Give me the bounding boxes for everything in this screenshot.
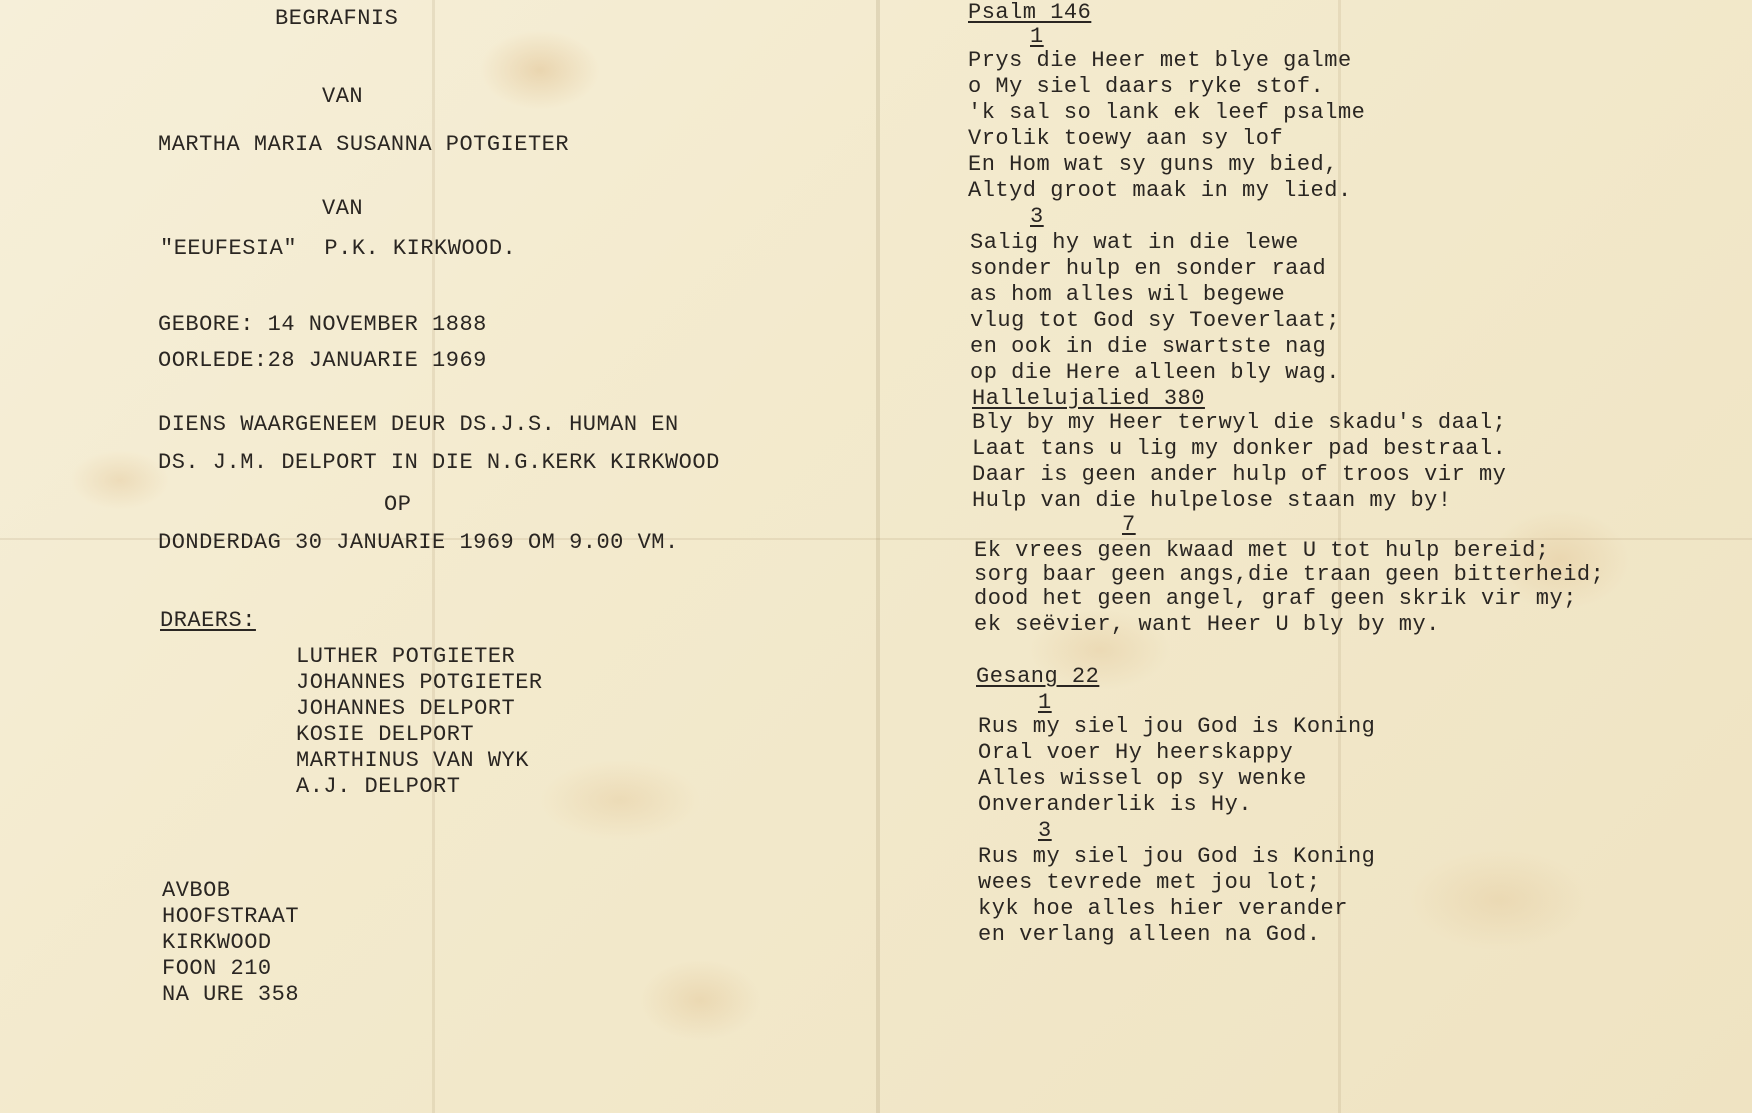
hymn-line: Vrolik toewy aan sy lof	[968, 126, 1284, 151]
hymn-line: en verlang alleen na God.	[978, 922, 1321, 947]
hymn-line: sonder hulp en sonder raad	[970, 256, 1327, 281]
van-label: VAN	[322, 84, 364, 109]
hymn-line: Bly by my Heer terwyl die skadu's daal;	[972, 410, 1507, 435]
verse-number: 3	[1038, 818, 1052, 843]
van-label: VAN	[322, 196, 364, 221]
hymn-line: op die Here alleen bly wag.	[970, 360, 1340, 385]
undertaker-line: NA URE 358	[162, 982, 300, 1007]
center-fold-crease	[876, 0, 880, 1113]
undertaker-line: KIRKWOOD	[162, 930, 272, 955]
document-title: BEGRAFNIS	[275, 6, 399, 31]
hymn-line: Ek vrees geen kwaad met U tot hulp bereid;	[974, 538, 1550, 563]
hymn-line: Rus my siel jou God is Koning	[978, 844, 1376, 869]
hymn-line: dood het geen angel, graf geen skrik vir my;	[974, 586, 1577, 611]
hymn-line: en ook in die swartste nag	[970, 334, 1327, 359]
bearer-name: MARTHINUS VAN WYK	[296, 748, 529, 773]
verse-number: 3	[1030, 204, 1044, 229]
bearer-name: JOHANNES POTGIETER	[296, 670, 543, 695]
service-date: DONDERDAG 30 JANUARIE 1969 OM 9.00 VM.	[158, 530, 679, 555]
bearer-name: KOSIE DELPORT	[296, 722, 475, 747]
birth-date: GEBORE: 14 NOVEMBER 1888	[158, 312, 487, 337]
bearer-name: JOHANNES DELPORT	[296, 696, 516, 721]
service-line: DIENS WAARGENEEM DEUR DS.J.S. HUMAN EN	[158, 412, 679, 437]
undertaker-line: AVBOB	[162, 878, 231, 903]
undertaker-line: FOON 210	[162, 956, 272, 981]
service-line: DS. J.M. DELPORT IN DIE N.G.KERK KIRKWOOD	[158, 450, 720, 475]
hymn-line: Alles wissel op sy wenke	[978, 766, 1307, 791]
hymn-line: o My siel daars ryke stof.	[968, 74, 1325, 99]
bearers-heading: DRAERS:	[160, 608, 256, 633]
bearer-name: A.J. DELPORT	[296, 774, 461, 799]
hymn-line: Rus my siel jou God is Koning	[978, 714, 1376, 739]
hymn-line: Oral voer Hy heerskappy	[978, 740, 1294, 765]
deceased-name: MARTHA MARIA SUSANNA POTGIETER	[158, 132, 570, 157]
psalm-heading: Psalm 146	[968, 0, 1092, 25]
verse-number: 1	[1030, 24, 1044, 49]
fold-crease	[432, 0, 435, 1113]
hymn-line: ek seëvier, want Heer U bly by my.	[974, 612, 1440, 637]
hymn-line: sorg baar geen angs,die traan geen bitterheid;	[974, 562, 1605, 587]
op-label: OP	[384, 492, 412, 517]
undertaker-line: HOOFSTRAAT	[162, 904, 300, 929]
hymn-line: En Hom wat sy guns my bied,	[968, 152, 1338, 177]
hymn-line: Prys die Heer met blye galme	[968, 48, 1352, 73]
hymn-line: Daar is geen ander hulp of troos vir my	[972, 462, 1507, 487]
hallelujalied-heading: Hallelujalied 380	[972, 386, 1205, 411]
hymn-line: 'k sal so lank ek leef psalme	[968, 100, 1366, 125]
deceased-address: "EEUFESIA" P.K. KIRKWOOD.	[160, 236, 517, 261]
death-date: OORLEDE:28 JANUARIE 1969	[158, 348, 487, 373]
hymn-line: Hulp van die hulpelose staan my by!	[972, 488, 1452, 513]
hymn-line: Altyd groot maak in my lied.	[968, 178, 1352, 203]
bearer-name: LUTHER POTGIETER	[296, 644, 516, 669]
hymn-line: vlug tot God sy Toeverlaat;	[970, 308, 1340, 333]
hymn-line: wees tevrede met jou lot;	[978, 870, 1321, 895]
hymn-line: as hom alles wil begewe	[970, 282, 1286, 307]
hymn-line: kyk hoe alles hier verander	[978, 896, 1348, 921]
verse-number: 1	[1038, 690, 1052, 715]
hymn-line: Onveranderlik is Hy.	[978, 792, 1253, 817]
verse-number: 7	[1122, 512, 1136, 537]
hymn-line: Salig hy wat in die lewe	[970, 230, 1299, 255]
gesang-heading: Gesang 22	[976, 664, 1100, 689]
hymn-line: Laat tans u lig my donker pad bestraal.	[972, 436, 1507, 461]
